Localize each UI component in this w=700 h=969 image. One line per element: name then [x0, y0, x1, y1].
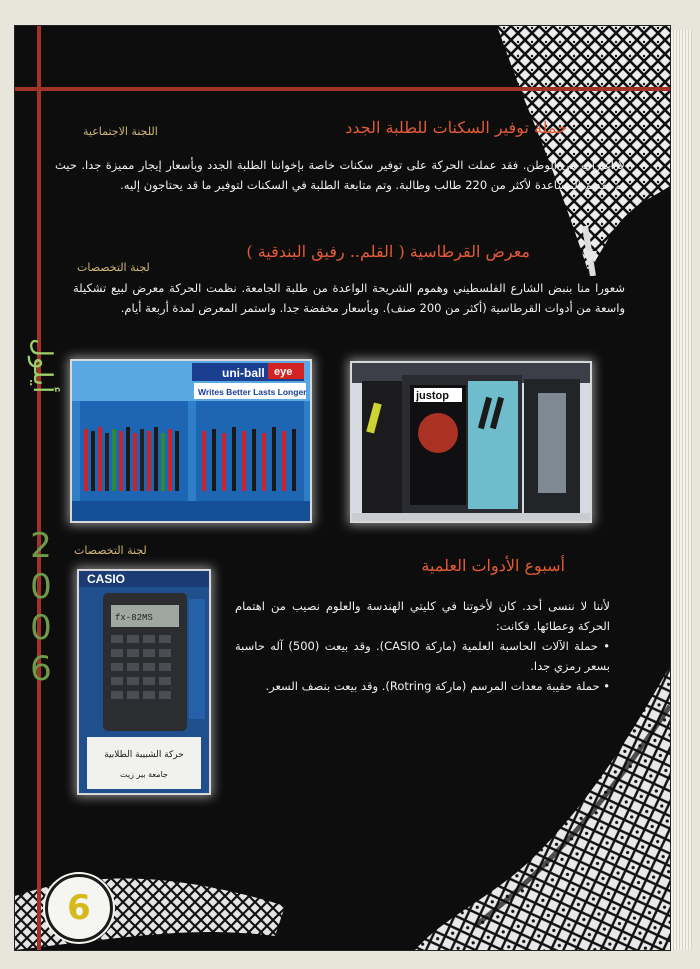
keffiyeh-scarf-top-decoration: [497, 26, 670, 276]
section-paragraph-housing: [55, 155, 625, 195]
section-title-housing: حملة توفير السكنات للطلبة الجدد: [345, 118, 567, 137]
calculator-brand-label: CASIO: [87, 572, 126, 586]
bullet-list: [235, 636, 610, 696]
casio-calculator-photo: [77, 569, 211, 795]
pens-brand-label: uni-ball: [222, 366, 265, 380]
calculator-sign-line2: جامعة بير زيت: [120, 770, 168, 779]
year-digit: 0: [30, 608, 52, 648]
year-digit: 0: [30, 567, 52, 607]
notebooks-display-photo: [350, 361, 592, 523]
page-number-badge: 6: [45, 874, 113, 942]
paragraph-text: لا اغتراب في الوطن. فقد عملت الحركة على توفير سكنات خاصة بإخواننا الطلبة الجدد وبأسعار إيجار مميزة جدا. حيث تم تقديم المساعدة لأكثر من 220 طالب وطالبة. وتم متابعة الطلبة في السكنات لتوفير ما قد يحتاجون إليه.: [55, 158, 625, 192]
calculator-model-label: fx-82MS: [115, 613, 153, 623]
side-month-label: أيلول: [27, 338, 57, 394]
bullet-item-rotring: • حملة حقيبة معدات المرسم (ماركة Rotring). وقد بيعت بنصف السعر.: [265, 679, 610, 693]
calculator-sign-line1: حركة الشبيبة الطلابية: [104, 750, 184, 760]
section-paragraph-scientific-tools: [235, 596, 610, 696]
side-year-label: [26, 526, 56, 690]
section-label-specializations-committee: لجنة التخصصات: [77, 261, 150, 274]
bullet-item-casio: • حملة الآلات الحاسبة العلمية (ماركة CASIO). وقد بيعت (500) آله حاسبة بسعر رمزي جدا.: [235, 639, 611, 673]
magazine-page: [15, 26, 670, 950]
section-title-scientific-tools-week: أسبوع الأدوات العلمية: [421, 556, 565, 575]
page-edges: [667, 30, 692, 950]
paragraph-text: شعورا منا بنبض الشارع الفلسطيني وهموم الشريحة الواعدة من طلبة الجامعة. نظمت الحركة معرض لبيع تشكيلة واسعة من أدوات القرطاسية (أكثر من 200 صنف). وبأسعار مخفضة جدا. واستمر المعرض لمدة أربعة أيام.: [73, 281, 625, 315]
horizontal-red-rule: [15, 87, 670, 91]
pens-eye-label: eye: [274, 366, 293, 378]
keffiyeh-scarf-bottom-decoration: [415, 666, 670, 950]
section-label-social-committee: اللجنة الاجتماعية: [83, 125, 158, 138]
paragraph-intro: لأننا لا ننسى أحد. كان لأخوتنا في كليتي الهندسة والعلوم نصيب من اهتمام الحركة وعطائها. فكانت:: [235, 599, 610, 633]
section-paragraph-stationery-fair: [73, 278, 625, 318]
year-digit: 6: [30, 649, 52, 689]
section-label-specializations-committee: لجنة التخصصات: [74, 544, 147, 557]
section-title-stationery-fair: معرض القرطاسية ( القلم.. رفيق البندقية ): [246, 242, 530, 261]
vertical-red-rule: [37, 26, 41, 950]
pens-slogan-label: Writes Better Lasts Longer: [198, 387, 307, 397]
year-digit: 2: [30, 526, 52, 566]
pens-display-photo: [70, 359, 312, 523]
notebook-brand-label: justop: [416, 390, 449, 402]
